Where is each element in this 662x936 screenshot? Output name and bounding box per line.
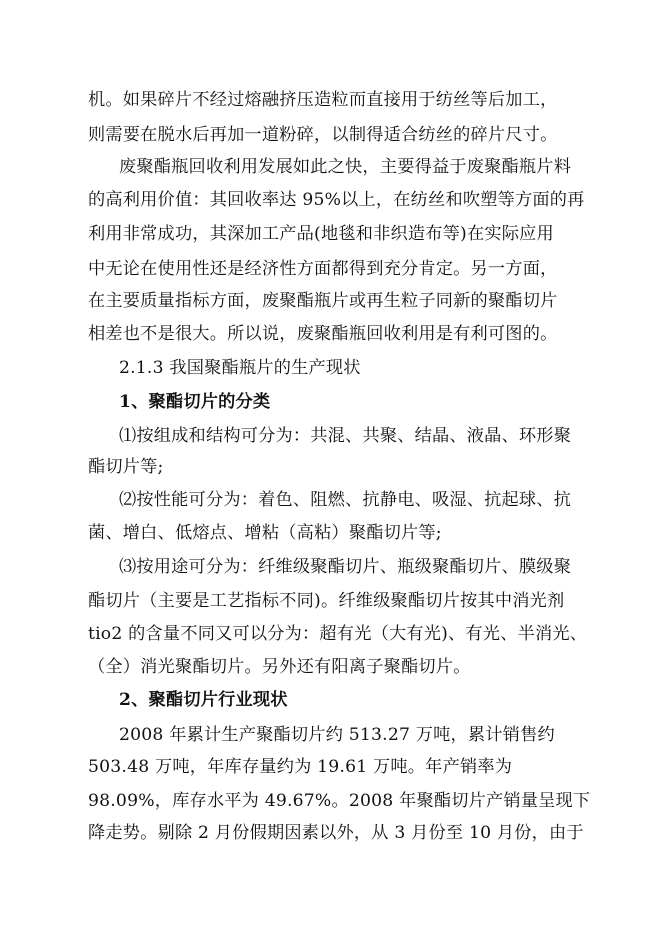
- text-line: 酯切片等;: [88, 457, 164, 477]
- text-line: 相差也不是很大。所以说，废聚酯瓶回收利用是有利可图的。: [88, 324, 558, 344]
- text-line: 降走势。剔除 2 月份假期因素以外，从 3 月份至 10 月份，由于: [88, 823, 584, 843]
- text-line: 在主要质量指标方面，废聚酯瓶片或再生粒子同新的聚酯切片: [88, 291, 558, 311]
- text-line: 的高利用价值：其回收率达 95%以上，在纺丝和吹塑等方面的再: [88, 190, 585, 210]
- text-line: 利用非常成功，其深加工产品(地毯和非织造布等)在实际应用: [88, 224, 554, 244]
- text-line: 菌、增白、低熔点、增粘（高粘）聚酯切片等;: [88, 523, 442, 543]
- text-line: 503.48 万吨，年库存量约为 19.61 万吨。年产销率为: [88, 757, 513, 777]
- text-line: （全）消光聚酯切片。另外还有阳离子聚酯切片。: [88, 657, 471, 677]
- text-line: 酯切片（主要是工艺指标不同)。纤维级聚酯切片按其中消光剂: [88, 591, 565, 611]
- text-line: 则需要在脱水后再加一道粉碎，以制得适合纺丝的碎片尺寸。: [88, 125, 558, 145]
- text-line: 机。如果碎片不经过熔融挤压造粒而直接用于纺丝等后加工，: [88, 90, 558, 110]
- list-item-first-line: ⑶按用途可分为：纤维级聚酯切片、瓶级聚酯切片、膜级聚: [119, 557, 572, 577]
- section-heading: 2.1.3 我国聚酯瓶片的生产现状: [119, 358, 361, 378]
- text-line: tio2 的含量不同又可以分为：超有光（大有光)、有光、半消光、: [88, 624, 588, 644]
- subsection-heading: 1、聚酯切片的分类: [119, 392, 271, 412]
- subsection-heading: 2、聚酯切片行业现状: [119, 690, 288, 710]
- paragraph-first-line: 废聚酯瓶回收利用发展如此之快，主要得益于废聚酯瓶片料: [119, 157, 572, 177]
- list-item-first-line: ⑵按性能可分为：着色、阻燃、抗静电、吸湿、抗起球、抗: [119, 490, 572, 510]
- text-line: 98.09%，库存水平为 49.67%。2008 年聚酯切片产销量呈现下: [88, 791, 591, 811]
- list-item-first-line: ⑴按组成和结构可分为：共混、共聚、结晶、液晶、环形聚: [119, 426, 572, 446]
- text-line: 中无论在使用性还是经济性方面都得到充分肯定。另一方面，: [88, 259, 558, 279]
- paragraph-first-line: 2008 年累计生产聚酯切片约 513.27 万吨，累计销售约: [119, 725, 555, 745]
